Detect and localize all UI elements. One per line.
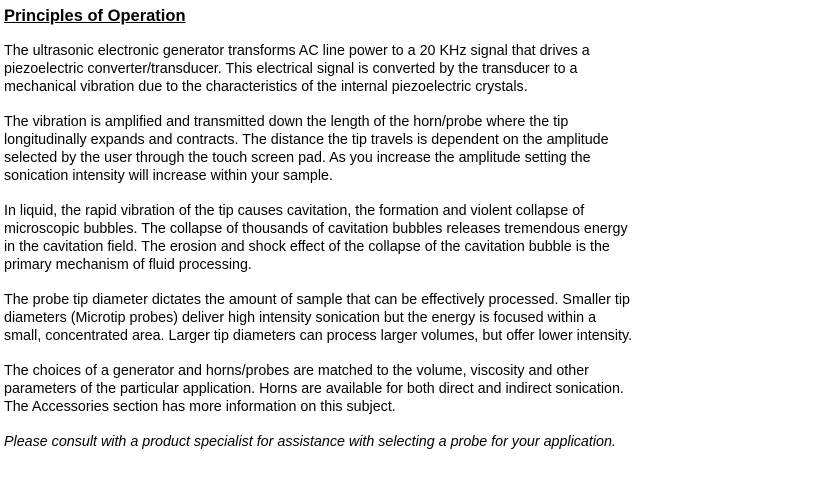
paragraph-line: in the cavitation field. The erosion and shock effect of the collapse of the cavitation bubble is the [4,239,610,255]
section-title: Principles of Operation [4,7,186,25]
paragraph-line: The vibration is amplified and transmitted down the length of the horn/probe where the tip [4,114,569,130]
paragraph-line: mechanical vibration due to the characteristics of the internal piezoelectric crystals. [4,79,528,95]
paragraph-probe-diameter [4,291,827,345]
paragraph-line: small, concentrated area. Larger tip diameters can process larger volumes, but offer lower intensity. [4,328,633,344]
paragraph-line: selected by the user through the touch screen pad. As you increase the amplitude setting the [4,150,591,166]
paragraph-line: longitudinally expands and contracts. The distance the tip travels is dependent on the amplitude [4,132,609,148]
paragraph-line: The choices of a generator and horns/probes are matched to the volume, viscosity and other [4,363,589,379]
paragraph-line: The Accessories section has more information on this subject. [4,399,396,415]
paragraph-line: The ultrasonic electronic generator transforms AC line power to a 20 KHz signal that drives a [4,43,590,59]
paragraph-line: piezoelectric converter/transducer. This electrical signal is converted by the transducer to a [4,61,578,77]
paragraph-line: The probe tip diameter dictates the amount of sample that can be effectively processed. Smaller tip [4,292,630,308]
paragraph-line: In liquid, the rapid vibration of the tip causes cavitation, the formation and violent collapse of [4,203,585,219]
paragraph-choices [4,362,827,416]
paragraph-line: sonication intensity will increase within your sample. [4,168,333,184]
paragraph-vibration [4,113,827,185]
paragraph-line: primary mechanism of fluid processing. [4,257,252,273]
paragraph-line: parameters of the particular application. Horns are available for both direct and indirect sonication. [4,381,624,397]
closing-note [4,433,827,451]
paragraph-line: microscopic bubbles. The collapse of thousands of cavitation bubbles releases tremendous energy [4,221,628,237]
closing-note-line: Please consult with a product specialist for assistance with selecting a probe for your application. [4,434,616,450]
paragraph-cavitation [4,202,827,274]
paragraph-generator [4,42,827,96]
paragraph-line: diameters (Microtip probes) deliver high intensity sonication but the energy is focused within a [4,310,597,326]
